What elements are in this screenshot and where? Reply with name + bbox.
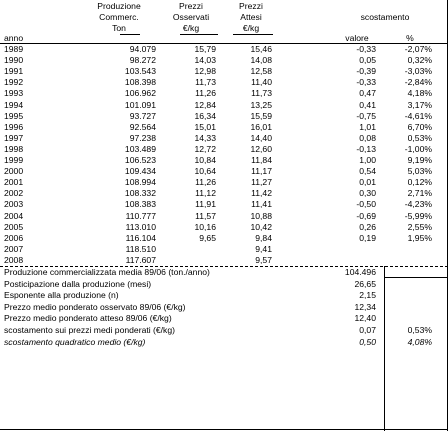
summary-value: 0,50 — [359, 336, 376, 347]
summary-value: 12,40 — [354, 313, 376, 324]
cell-att: 10,88 — [250, 210, 272, 221]
cell-oss: 15,01 — [194, 121, 216, 132]
cell-pct: -2,07% — [404, 44, 432, 54]
cell-val: -0,69 — [356, 210, 376, 221]
cell-val: 0,47 — [359, 88, 376, 99]
cell-oss: 11,12 — [195, 188, 216, 199]
cell-anno: 1999 — [4, 155, 24, 165]
cell-prod: 113.010 — [125, 221, 156, 232]
cell-val: 0,30 — [359, 188, 376, 199]
cell-oss: 11,91 — [195, 199, 216, 210]
cell-att: 11,73 — [251, 88, 272, 99]
cell-att: 13,25 — [250, 99, 272, 110]
cell-prod: 103.543 — [124, 66, 156, 77]
cell-prod: 94.079 — [129, 44, 156, 54]
cell-oss: 10,84 — [194, 155, 216, 165]
cell-att: 11,17 — [251, 166, 272, 177]
cell-anno: 2006 — [4, 232, 24, 243]
cell-prod: 101.091 — [124, 99, 156, 110]
header-attesi-unit: €/kg — [242, 23, 260, 33]
cell-anno: 1997 — [4, 132, 24, 143]
cell-att: 16,01 — [250, 121, 272, 132]
cell-oss: 11,57 — [195, 210, 216, 221]
cell-att: 14,40 — [250, 132, 272, 143]
cell-pct: -4,23% — [404, 199, 432, 210]
cell-prod: 108.383 — [124, 199, 156, 210]
cell-val: 0,05 — [359, 55, 376, 66]
summary-percent: 4,08% — [407, 336, 432, 347]
summary-value-border — [384, 266, 385, 431]
cell-anno: 2002 — [4, 188, 24, 199]
cell-pct: 0,53% — [407, 132, 432, 143]
header-osservati-underline — [180, 34, 218, 35]
cell-prod: 118.510 — [125, 243, 156, 254]
header-produzione-line2: Commerc. — [99, 12, 139, 22]
cell-val: 0,19 — [359, 232, 376, 243]
cell-val: -0,39 — [356, 66, 376, 77]
cell-anno: 2004 — [4, 210, 24, 221]
summary-label: Prezzo medio ponderato atteso 89/06 (€/kg) — [4, 313, 172, 324]
cell-pct: -5,99% — [404, 210, 432, 221]
cell-oss: 12,84 — [194, 99, 216, 110]
cell-prod: 106.523 — [124, 155, 156, 165]
cell-att: 11,40 — [251, 77, 272, 88]
cell-pct: -1,00% — [404, 143, 432, 154]
cell-oss: 14,03 — [194, 55, 216, 66]
header-attesi-line1: Prezzi — [239, 1, 263, 11]
header-valore: valore — [345, 33, 369, 43]
cell-att: 15,59 — [250, 110, 272, 121]
cell-pct: 9,19% — [407, 155, 432, 165]
cell-anno: 2003 — [4, 199, 24, 210]
cell-pct: -4,61% — [404, 110, 432, 121]
cell-prod: 97.238 — [129, 132, 156, 143]
cell-anno: 2000 — [4, 166, 24, 177]
header-osservati-line1: Prezzi — [179, 1, 203, 11]
summary-value: 0,07 — [359, 325, 376, 335]
summary-label: Esponente alla produzione (n) — [4, 290, 119, 301]
cell-att: 12,58 — [250, 66, 272, 77]
cell-prod: 116.104 — [125, 232, 156, 243]
cell-att: 12,60 — [250, 143, 272, 154]
summary-divider-1 — [384, 277, 448, 278]
cell-val: 0,08 — [359, 132, 376, 143]
cell-att: 14,08 — [250, 55, 272, 66]
cell-val: 0,26 — [359, 221, 376, 232]
cell-att: 9,41 — [255, 243, 272, 254]
summary-label: Prezzo medio ponderato osservato 89/06 (€/kg) — [4, 301, 186, 312]
cell-pct: 4,18% — [407, 88, 432, 99]
cell-pct: 2,55% — [407, 221, 432, 232]
bottom-border — [0, 429, 448, 430]
cell-oss: 11,26 — [195, 88, 216, 99]
cell-val: -0,75 — [356, 110, 376, 121]
cell-anno: 2001 — [4, 177, 24, 188]
cell-pct: 0,12% — [407, 177, 432, 188]
summary-label: scostamento sui prezzi medi ponderati (€/kg) — [4, 325, 175, 335]
cell-att: 11,27 — [251, 177, 272, 188]
cell-oss: 12,72 — [194, 143, 216, 154]
cell-prod: 108.332 — [124, 188, 156, 199]
summary-value: 26,65 — [354, 278, 376, 289]
cell-anno: 1991 — [4, 66, 24, 77]
summary-percent: 0,53% — [407, 325, 432, 335]
cell-att: 9,57 — [255, 254, 272, 265]
cell-pct: 0,32% — [407, 55, 432, 66]
cell-anno: 1990 — [4, 55, 24, 66]
cell-oss: 9,65 — [199, 232, 216, 243]
cell-anno: 1993 — [4, 88, 24, 99]
header-produzione-underline — [120, 34, 140, 35]
cell-anno: 1998 — [4, 143, 24, 154]
cell-prod: 106.962 — [124, 88, 156, 99]
cell-anno: 2008 — [4, 254, 24, 265]
header-produzione-line1: Produzione — [97, 1, 141, 11]
cell-oss: 10,16 — [194, 221, 216, 232]
cell-pct: 3,17% — [407, 99, 432, 110]
summary-value: 2,15 — [359, 290, 376, 301]
summary-label: scostamento quadratico medio (€/kg) — [4, 336, 146, 347]
header-attesi-line2: Attesi — [240, 12, 262, 22]
summary-label: Posticipazione dalla produzione (mesi) — [4, 278, 152, 289]
cell-anno: 1996 — [4, 121, 24, 132]
cell-prod: 117.607 — [125, 254, 156, 265]
cell-prod: 108.398 — [124, 77, 156, 88]
header-percent: % — [406, 33, 414, 43]
summary-value: 104.496 — [344, 267, 376, 277]
cell-prod: 108.994 — [124, 177, 156, 188]
header-osservati-line2: Osservati — [172, 12, 210, 22]
cell-oss: 16,34 — [194, 110, 216, 121]
cell-anno: 1994 — [4, 99, 24, 110]
cell-oss: 11,26 — [195, 177, 216, 188]
cell-pct: 5,03% — [407, 166, 432, 177]
cell-oss: 14,33 — [194, 132, 216, 143]
cell-val: -0,50 — [356, 199, 376, 210]
cell-oss: 11,73 — [195, 77, 216, 88]
cell-oss: 10,64 — [194, 166, 216, 177]
cell-att: 11,84 — [251, 155, 272, 165]
cell-pct: -3,03% — [404, 66, 432, 77]
cell-prod: 110.777 — [125, 210, 156, 221]
cell-val: -0,33 — [356, 44, 376, 54]
cell-att: 11,41 — [251, 199, 272, 210]
cell-val: 0,54 — [359, 166, 376, 177]
header-anno: anno — [4, 33, 24, 43]
cell-oss: 15,79 — [194, 44, 216, 54]
summary-value: 12,34 — [354, 301, 376, 312]
cell-prod: 109.434 — [124, 166, 156, 177]
cell-anno: 1989 — [4, 44, 24, 54]
cell-val: 1,01 — [359, 121, 376, 132]
cell-val: 1,00 — [359, 155, 376, 165]
cell-val: -0,33 — [356, 77, 376, 88]
header-osservati-unit: €/kg — [182, 23, 200, 33]
cell-val: -0,13 — [356, 143, 376, 154]
cell-pct: 2,71% — [407, 188, 432, 199]
cell-prod: 92.564 — [129, 121, 156, 132]
cell-anno: 2007 — [4, 243, 24, 254]
cell-prod: 103.489 — [124, 143, 156, 154]
cell-att: 10,42 — [250, 221, 272, 232]
cell-val: 0,41 — [359, 99, 376, 110]
cell-prod: 98.272 — [129, 55, 156, 66]
header-produzione-unit: Ton — [112, 23, 126, 33]
cell-oss: 12,98 — [194, 66, 216, 77]
cell-prod: 93.727 — [129, 110, 156, 121]
header-scostamento: scostamento — [360, 12, 410, 22]
cell-pct: -2,84% — [404, 77, 432, 88]
header-attesi-underline — [233, 34, 273, 35]
cell-anno: 1995 — [4, 110, 24, 121]
cell-att: 11,42 — [251, 188, 272, 199]
cell-pct: 1,95% — [407, 232, 432, 243]
cell-anno: 2005 — [4, 221, 24, 232]
cell-pct: 6,70% — [407, 121, 432, 132]
summary-label: Produzione commercializzata media 89/06 (ton./anno) — [4, 267, 210, 277]
cell-val: 0,01 — [359, 177, 376, 188]
cell-att: 9,84 — [255, 232, 272, 243]
cell-att: 15,46 — [250, 44, 272, 54]
cell-anno: 1992 — [4, 77, 24, 88]
